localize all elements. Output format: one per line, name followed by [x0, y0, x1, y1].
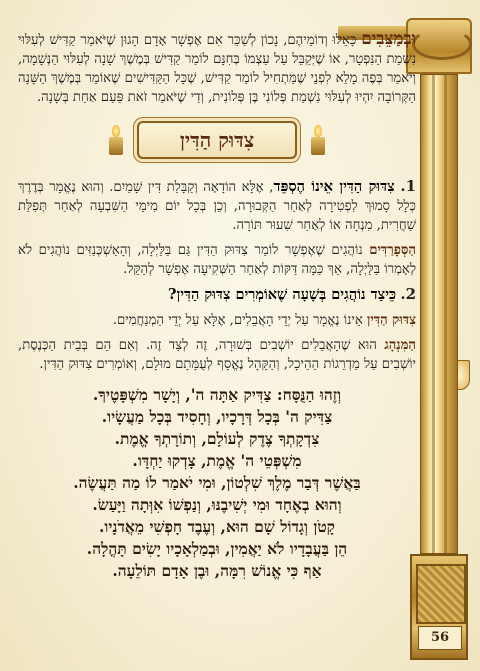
section-title: צִדּוּק הַדִּין אֵינוֹ הֶסְפֵּד — [273, 178, 395, 195]
prayer-text — [18, 384, 416, 582]
paragraph-text: אֵינוֹ נֶאֱמָר עַל יְדֵי הָאֲבֵלִים, אֶלָּא עַל יְדֵי הַמְנַחֲמִים. — [112, 313, 367, 328]
mourners-paragraph — [18, 311, 416, 330]
prayer-line: אַף כִּי אֱנוֹשׁ רִמָּה, וּבֶן אָדָם תּוֹלֵעָה. — [112, 561, 322, 580]
candle-icon — [309, 125, 327, 155]
section-title: כֵּיצַד נוֹהֲגִים בְּשָׁעָה שֶׁאוֹמְרִים צִדּוּק הַדִּין? — [168, 286, 397, 303]
paragraph-keyword: צִדּוּק הַדִּין — [366, 313, 416, 328]
sephardim-paragraph — [18, 241, 416, 279]
section-1 — [18, 177, 416, 235]
intro-text: כָּאֵלּוּ וְדוֹמֵיהֶם, נָכוֹן לְשַׁכֵּר אִם אֶפְשָׁר אָדָם הָגוּן שֶׁיֹּאמַר קַדִּישׁ לְעִלּוּי נִשְׁמַת הַנִּפְטָר, אוֹ שֶׁיְּקַבֵּל עַל עַצְמוֹ בְּחִנָּם לוֹמַר קַדִּישׁ בְּמֶשֶׁךְ שָׁנָה לְעִלּוּי הַנְּשָׁמָה, וְיֹאמַר בְּפֶה מָלֵא לִפְנֵי שֶׁמַּתְחִיל לוֹמַר קַדִּישׁ, שֶׁכָּל הַקַּדִּישִׁים שֶׁאוֹמֵר בְּמֶשֶׁךְ הַשָּׁנָה הַקְּרוֹבָה יִהְיוּ לְעִלּוּי נִשְׁמַת פְּלוֹנִי בֶּן פְּלוֹנִית, וְדַי שֶׁיֹּאמַר זֹאת פַּעַם אַחַת בְּשָׁנָה. — [18, 33, 416, 105]
page-number: 56 — [418, 626, 462, 650]
paragraph-text: הוּא שֶׁהָאֲבֵלִים יוֹשְׁבִים בְּשׁוּרָה, זֶה לְצַד זֶה. וְאִם הֵם בְּבֵית הַכְּנֶסֶת, יוֹשְׁבִים עַל מַדְרֵגוֹת הַהֵיכָל, וְהַקָּהָל נֶאֱסָף לְעֻמָּתָם מוּלָם, וְאוֹמְרִים צִדּוּק הַדִּין. — [18, 338, 416, 372]
prayer-line: צַדִּיק ה' בְּכָל דְּרָכָיו, וְחָסִיד בְּכָל מַעֲשָׂיו. — [101, 407, 333, 426]
prayer-line: צִדְקָתְךָ צֶדֶק לְעוֹלָם, וְתוֹרָתְךָ אֱמֶת. — [114, 429, 320, 448]
paragraph-text: נוֹהֲגִים שֶׁאֶפְשָׁר לוֹמַר צִדּוּק הַדִּין גַּם בַּלַּיְלָה, וְהָאַשְׁכְּנַזִּים נוֹהֲגִים לֹא לְאָמְרוֹ בַּלַּיְלָה, אַךְ כַּמָּה דַּקּוֹת לְאַחַר הַשְּׁקִיעָה אֶפְשָׁר לְהַקֵּל. — [18, 243, 416, 277]
paragraph-keyword: הַמִּנְהָג — [384, 338, 416, 353]
decorative-pillar — [416, 18, 462, 660]
intro-paragraph — [18, 30, 416, 107]
section-2 — [18, 285, 416, 305]
prayer-line: מִשְׁפְּטֵי ה' אֱמֶת, צָדְקוּ יַחְדָּו. — [132, 451, 302, 470]
prayer-line: הֵן בַּעֲבָדָיו לֹא יַאֲמִין, וּבְמַלְאָכָיו יָשִׂים תָּהֳלָה. — [86, 539, 348, 558]
section-number: 1. — [400, 177, 417, 195]
section-text: , אֶלָּא הוֹדָאָה וְקַבָּלַת דִּין שָׁמַיִם. וְהוּא נֶאֱמָר בְּדֶרֶךְ כְּלָל סָמוּךְ לִפְטִירָה לְאַחַר הַקְּבוּרָה, וְכֵן בְּכָל יוֹם מִימֵי הַשִּׁבְעָה לְאַחַר תְּפִלַּת שַׁחֲרִית, מִנְחָה אוֹ לְאַחַר שִׁעוּר תּוֹרָה. — [18, 180, 416, 233]
prayer-line: בַּאֲשֶׁר דְּבַר מֶלֶךְ שִׁלְטוֹן, וּמִי יֹאמַר לוֹ מַה תַּעֲשֶׂה. — [73, 473, 361, 492]
candle-icon — [107, 125, 125, 155]
section-number: 2. — [400, 285, 416, 303]
section-heading-frame — [107, 117, 327, 163]
paragraph-keyword: הַסְּפָרַדִּים — [369, 243, 416, 258]
custom-paragraph — [18, 336, 416, 374]
pillar-shaft — [420, 74, 458, 554]
section-heading: צִדּוּק הַדִּין — [179, 127, 255, 152]
prayer-line: קָטֹן וְגָדוֹל שָׁם הוּא, וְעֶבֶד חָפְשִׁי מֵאֲדֹנָיו. — [99, 517, 335, 536]
prayer-line: וְהוּא בְאֶחָד וּמִי יְשִׁיבֶנּוּ, וְנַפְשׁוֹ אִוְּתָה וַיָּעַשׂ. — [92, 495, 342, 514]
main-text — [18, 30, 416, 582]
pillar-base — [410, 554, 468, 660]
prayer-line: וְזֶהוּ הַנֻּסָּח: צַדִּיק אַתָּה ה', וְיָשָׁר מִשְׁפָּטֶיךָ. — [92, 385, 342, 404]
intro-lead: וּבְמַצֵּבִים — [361, 29, 416, 49]
ornament-panel — [416, 564, 466, 624]
